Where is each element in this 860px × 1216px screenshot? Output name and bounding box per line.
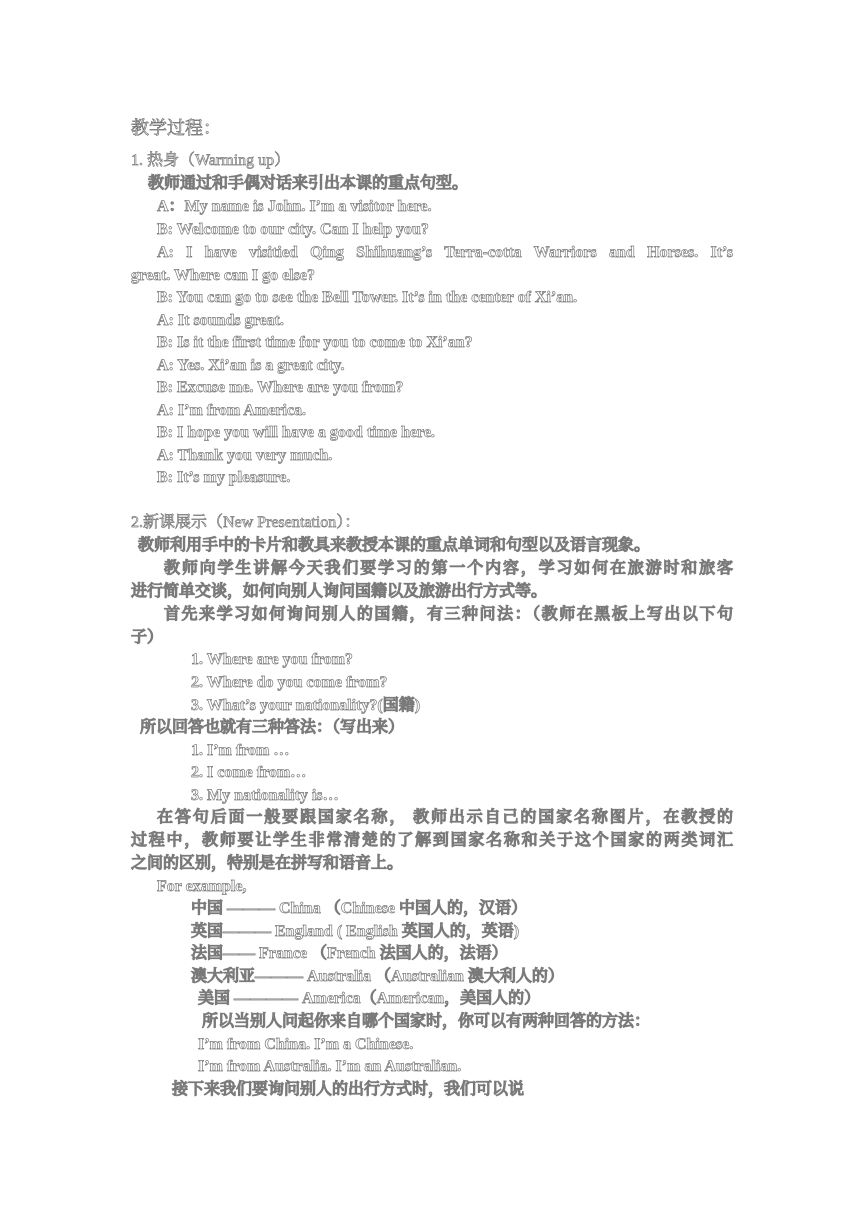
dialogue-line: B: I hope you will have a good time here. bbox=[157, 424, 435, 441]
answers-intro: 所以回答也就有三种答法：（写出来） bbox=[140, 719, 405, 736]
dialogue-line: B: You can go to see the Bell Tower. It’s in the center of Xi’an. bbox=[157, 289, 578, 306]
document-title: 教学过程： bbox=[131, 118, 221, 138]
paragraph-line: 在答句后面一般要跟国家名称， 教师出示自己的国家名称图片，在教授的 bbox=[157, 809, 733, 826]
example-item: 中国 ——— China （Chinese 中国人的，汉语） bbox=[191, 900, 528, 917]
answer-item: 1. I’m from … bbox=[191, 742, 290, 759]
dialogue-line: A: I’m from America. bbox=[157, 402, 306, 419]
next-paragraph: 接下来我们要询问别人的出行方式时，我们可以说 bbox=[172, 1081, 525, 1098]
dialogue-line: A：My name is John. I’m a visitor here. bbox=[157, 198, 432, 215]
dialogue-line: B: Welcome to our city. Can I help you? bbox=[157, 221, 429, 238]
example-item: 澳大利亚——— Australia （Australian 澳大利人的） bbox=[191, 968, 564, 985]
example-item: 美国 ———— America（American，美国人的） bbox=[198, 990, 541, 1007]
answer-item: 2. I come from… bbox=[191, 764, 307, 781]
answer-item: 3. My nationality is… bbox=[191, 787, 339, 804]
dialogue-line: B: It’s my pleasure. bbox=[157, 469, 291, 486]
example-item: 英国——— England ( English 英国人的，英语) bbox=[191, 923, 520, 940]
paragraph-line: 之间的区别，特别是在拼写和语音上。 bbox=[131, 855, 404, 872]
example-label: For example, bbox=[157, 878, 247, 895]
paragraph-line: 过程中，教师要让学生非常清楚的了解到国家名称和关于这个国家的两类词汇 bbox=[131, 832, 733, 849]
dialogue-line: A: It sounds great. bbox=[157, 312, 284, 329]
dialogue-line: B: Excuse me. Where are you from? bbox=[157, 379, 404, 396]
paragraph-line: 子） bbox=[131, 629, 164, 646]
answer-example: I’m from China. I’m a Chinese. bbox=[198, 1036, 414, 1053]
answer-example: I’m from Australia. I’m an Australian. bbox=[198, 1058, 462, 1075]
presentation-intro: 教师利用手中的卡片和教具来教授本课的重点单词和句型以及语言现象。 bbox=[138, 537, 651, 554]
paragraph-line: 首先来学习如何询问别人的国籍，有三种问法：（教师在黑板上写出以下句 bbox=[164, 606, 733, 623]
paragraph-line: 进行简单交谈，如何向别人询问国籍以及旅游出行方式等。 bbox=[131, 583, 548, 600]
answer-note: 所以当别人问起你来自哪个国家时，你可以有两种回答的方法： bbox=[202, 1013, 651, 1030]
question-item: 1. Where are you from? bbox=[191, 651, 353, 668]
question-item: 2. Where do you come from? bbox=[191, 674, 388, 691]
question-item: 3. What’s your nationality?(国籍) bbox=[191, 697, 421, 714]
dialogue-line: B: Is it the first time for you to come to Xi’an? bbox=[157, 334, 473, 351]
paragraph-line: 教师向学生讲解今天我们要学习的第一个内容，学习如何在旅游时和旅客 bbox=[164, 560, 733, 577]
dialogue-line: A: Yes. Xi’an is a great city. bbox=[157, 357, 345, 374]
section-heading-new-presentation: 2.新课展示（New Presentation）： bbox=[131, 514, 361, 531]
section-heading-warming-up: 1. 热身（Warming up） bbox=[131, 152, 291, 169]
dialogue-line: A: Thank you very much. bbox=[157, 447, 333, 464]
dialogue-line: A: I have visitied Qing Shihuang’s Terra-cotta Warriors and Horses. It’s bbox=[157, 244, 733, 261]
example-item: 法国—— France （French 法国人的，法语） bbox=[191, 945, 508, 962]
dialogue-line: great. Where can I go else? bbox=[131, 267, 315, 284]
warming-up-intro: 教师通过和手偶对话来引出本课的重点句型。 bbox=[148, 175, 469, 192]
